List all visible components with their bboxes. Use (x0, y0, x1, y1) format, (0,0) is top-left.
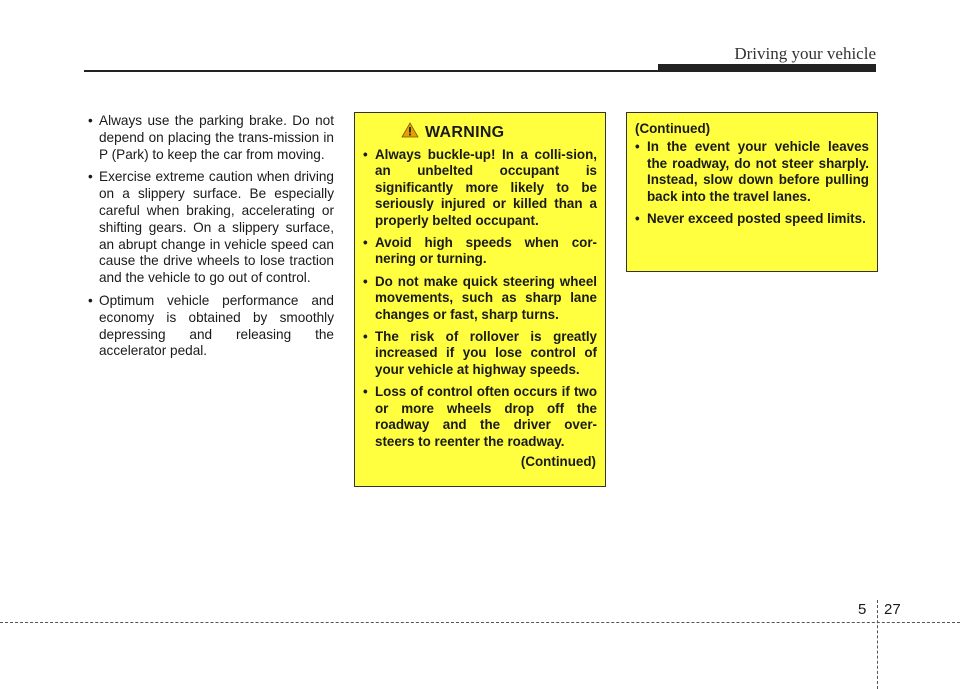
list-item: • Loss of control often occurs if two or more wheels drop off the roadway and the driver over-steers to reenter the roadway. (363, 384, 597, 450)
warning-title: WARNING (425, 123, 505, 141)
continued-label: (Continued) (520, 453, 596, 469)
list-item: • Exercise extreme caution when driving on a slippery surface. Be especially careful when braking, accelerating or shifting gears. On a slippery surface, an abrupt change in vehicle speed can cause the drive wheels to lose traction and the vehicle to go out of control. (88, 169, 334, 287)
continued-list (635, 139, 869, 227)
footer-rule (0, 622, 960, 623)
list-item: • Always buckle-up! In a colli-sion, an unbelted occupant is significantly more likely to be seriously injured or killed than a properly belted occupant. (363, 147, 597, 229)
list-item: • Do not make quick steering wheel movements, such as sharp lane changes or fast, sharp turns. (363, 274, 597, 323)
list-item: • Avoid high speeds when cor-nering or turning. (363, 235, 597, 268)
list-item: • The risk of rollover is greatly increased if you lose control of your vehicle at highway speeds. (363, 329, 597, 378)
warning-triangle-icon (401, 122, 419, 143)
page-number: 27 (884, 601, 901, 618)
continued-heading: (Continued) (635, 121, 711, 136)
header-rule (84, 70, 664, 72)
left-column (88, 113, 334, 366)
left-bullet-list (88, 113, 334, 360)
warning-header (401, 122, 597, 143)
chapter-number: 5 (858, 601, 867, 618)
list-item: • Never exceed posted speed limits. (635, 211, 869, 227)
continued-box (626, 112, 878, 272)
warning-box (354, 112, 606, 487)
list-item: • Optimum vehicle performance and economy is obtained by smoothly depressing and releasing the accelerator pedal. (88, 293, 334, 360)
list-item: • In the event your vehicle leaves the roadway, do not steer sharply. Instead, slow down before pulling back into the travel lanes. (635, 139, 869, 205)
header-rule-bold (658, 64, 876, 72)
header-title: Driving your vehicle (734, 44, 876, 63)
warning-list (363, 147, 597, 450)
list-item: • Always use the parking brake. Do not depend on placing the trans-mission in P (Park) to keep the car from moving. (88, 113, 334, 163)
footer-divider (877, 600, 878, 689)
